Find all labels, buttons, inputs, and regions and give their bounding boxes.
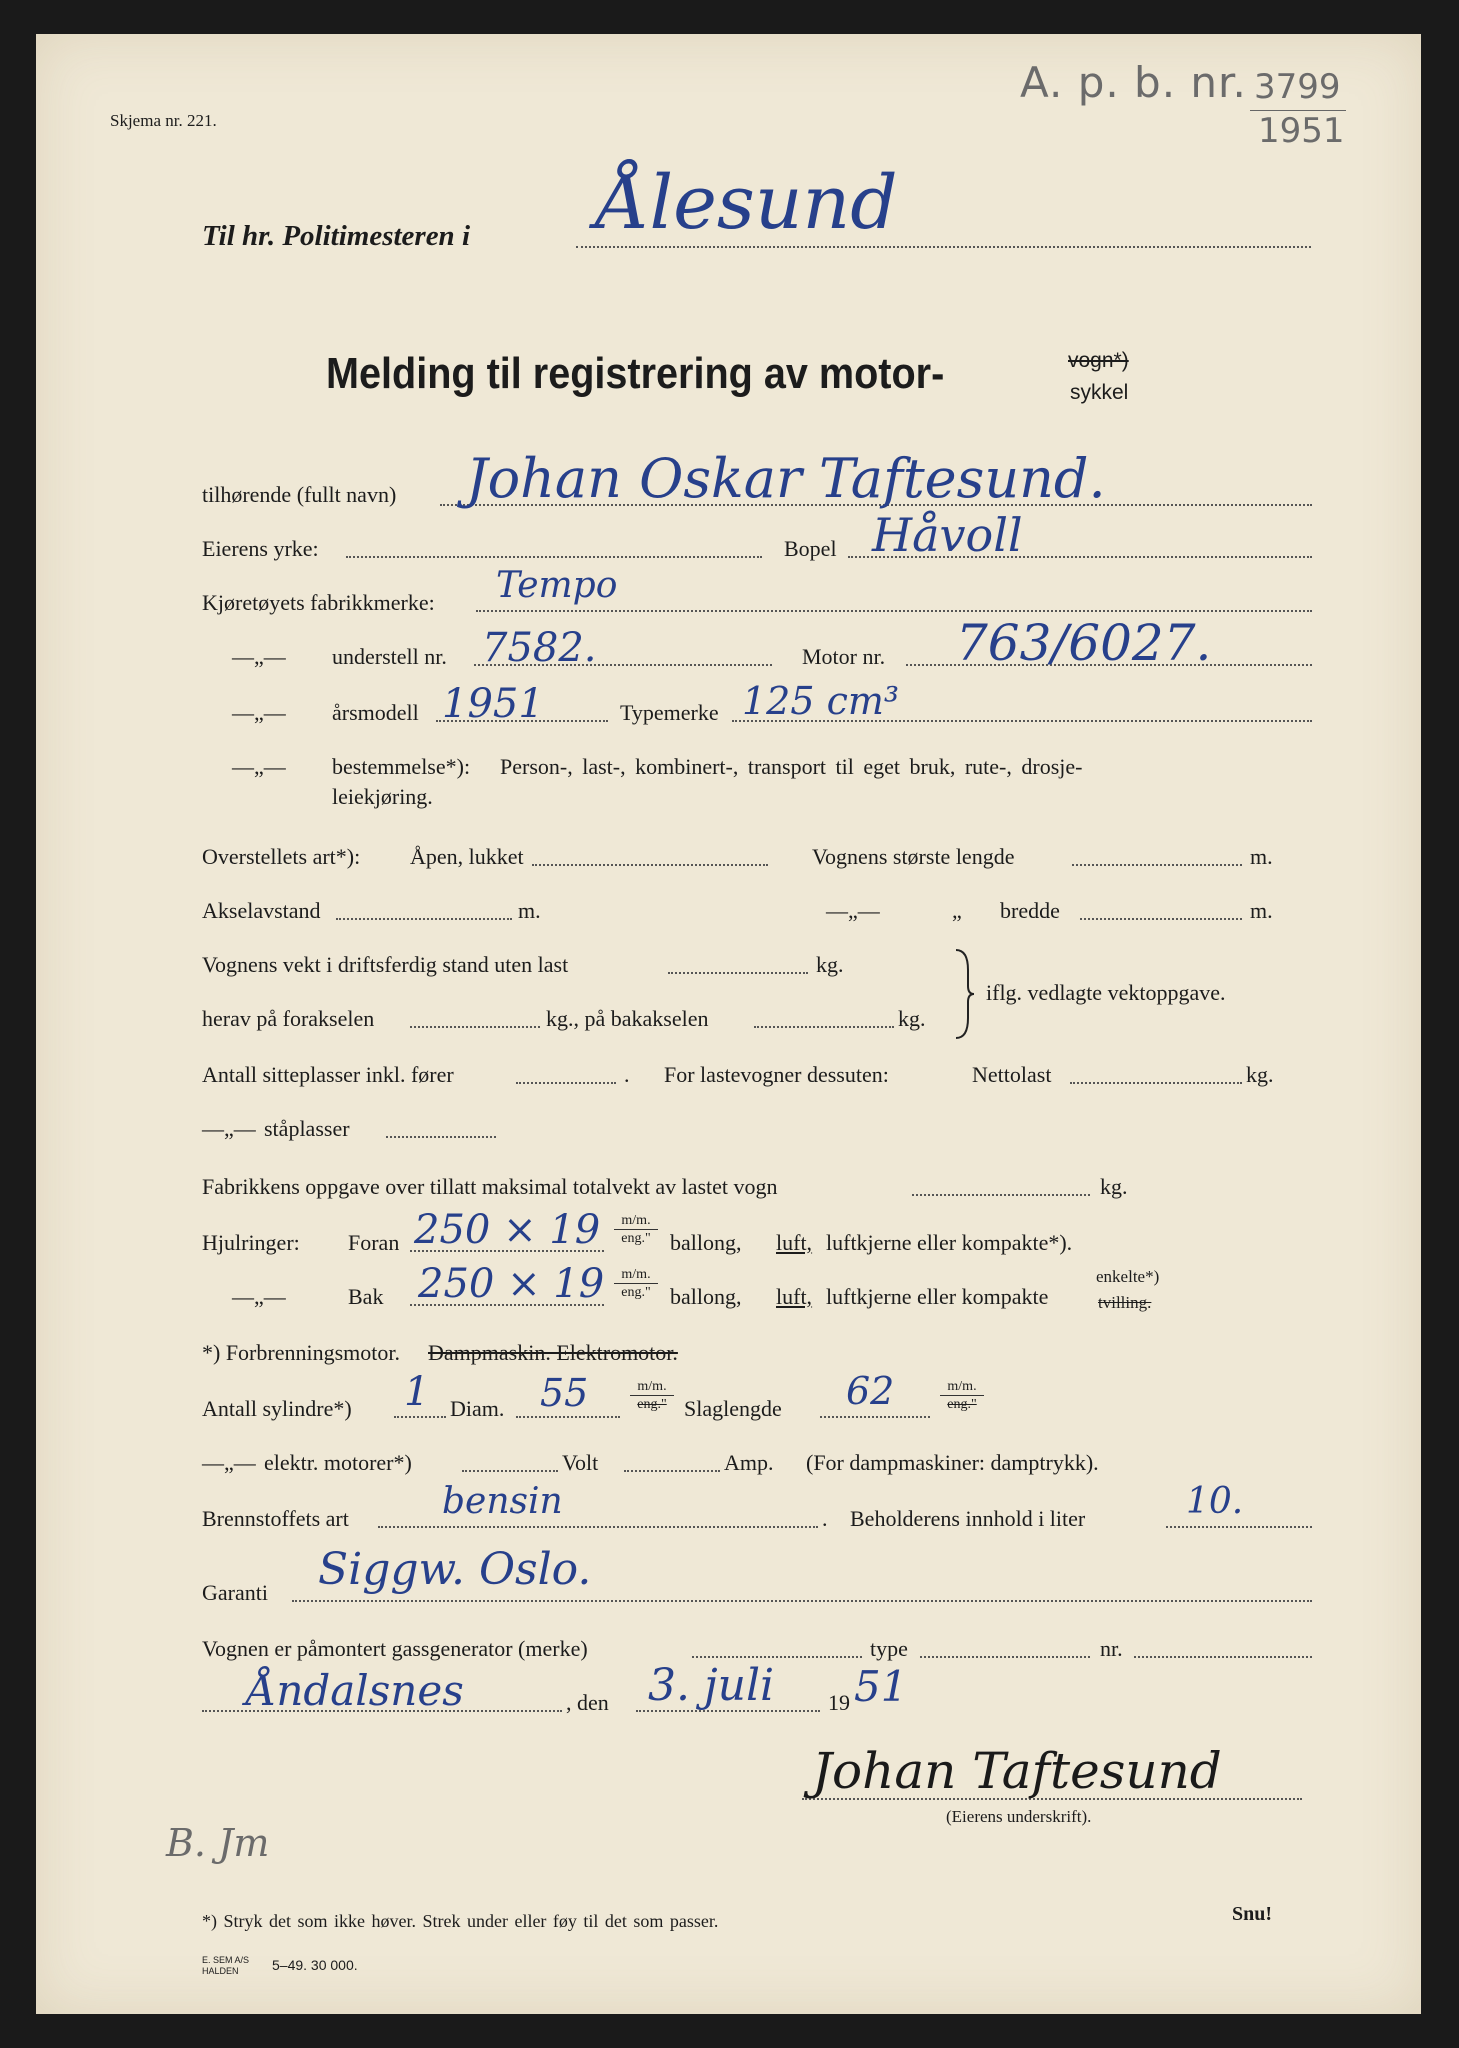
front-tire-unit: m/m. eng." [614,1214,658,1246]
body-type-options: Åpen, lukket [410,844,524,869]
stroke-unit: m/m. eng." [940,1380,984,1412]
gas-generator-line [692,1656,862,1658]
year-suffix: 51 [854,1662,908,1711]
rear-axle-unit: kg. [898,1006,926,1031]
ditto-chassis: —„— [232,644,286,669]
max-weight-unit: kg. [1100,1174,1128,1199]
rear-tire-luft: luft, [776,1284,813,1309]
make: Tempo [496,565,618,606]
year-model-label: årsmodell [332,700,419,725]
engine-type-struck: Dampmaskin. Elektromotor. [428,1340,678,1365]
occupation-line [346,556,762,558]
steam-note: (For dampmaskiner: damptrykk). [806,1450,1099,1475]
owner-signature: Johan Taftesund [812,1742,1222,1800]
width-unit: m. [1250,898,1273,923]
footnote: *) Stryk det som ikke høver. Strek under eller føy til det som passer. [202,1911,719,1931]
width-line [1080,918,1242,920]
rear-tire-options: luftkjerne eller kompakte [826,1284,1049,1309]
body-type-label: Overstellets art*): [202,844,361,869]
print-run: 5–49. 30 000. [272,1957,358,1973]
rear-tire-ballong: ballong, [670,1284,742,1309]
printer-city: HALDEN [202,1966,239,1976]
rear-axle-label: kg., på bakakselen [546,1006,709,1031]
max-weight-line [912,1194,1090,1196]
chassis-label: understell nr. [332,644,447,669]
fuel-line [378,1526,818,1528]
volt-label: Volt [562,1450,599,1475]
tank-line [1166,1526,1312,1528]
front-axle-label: herav på forakselen [202,1006,375,1031]
purpose-options-1: Person-, last-, kombinert-, transport til eget bruk, rute-, drosje- [500,754,1083,779]
cargo-label: For lastevogner dessuten: [664,1062,889,1087]
type-mark: 125 cm³ [742,679,900,723]
gas-nr-line [1134,1656,1312,1658]
diam-unit: m/m. eng." [630,1380,674,1412]
turn-over: Snu! [1232,1903,1273,1925]
stroke-line [820,1416,930,1418]
volt-line [624,1470,720,1472]
apb-year: 1951 [1258,111,1345,151]
signature-caption: (Eierens underskrift). [946,1807,1092,1826]
cylinders-label: Antall sylindre*) [202,1396,352,1421]
front-axle-line [410,1026,540,1028]
form-title: Melding til registrering av motor- [326,349,945,398]
date-den: , den [566,1690,609,1715]
ditto-width: —„— [826,898,880,923]
make-label: Kjøretøyets fabrikkmerke: [202,590,435,615]
tire-enkelte: enkelte*) [1096,1267,1160,1286]
rear-tire-label: Bak [348,1284,384,1309]
tank: 10. [1186,1481,1244,1522]
form-sheet [36,34,1421,2014]
seats-dot: . [624,1062,630,1087]
ditto-rear-tire: —„— [232,1284,286,1309]
electric-line [462,1470,558,1472]
weight-note: iflg. vedlagte vektoppgave. [986,980,1226,1005]
engine-type-label: *) Forbrenningsmotor. [202,1340,400,1365]
net-load-line [1070,1082,1242,1084]
body-type-line [532,864,768,866]
apb-number: 3799 [1254,67,1341,107]
occupation-label: Eierens yrke: [202,536,319,561]
motor-number: 763/6027. [956,614,1212,672]
diam-label: Diam. [450,1396,505,1421]
title-sykkel: sykkel [1070,381,1129,404]
residence-label: Bopel [784,536,837,561]
owner-label: tilhørende (fullt navn) [202,482,397,507]
tire-tvilling: tvilling. [1098,1293,1152,1312]
rear-tire: 250 × 19 [418,1261,605,1307]
front-tire-options: luftkjerne eller kompakte*). [826,1230,1073,1255]
gas-type-label: type [870,1636,908,1661]
weight-brace [952,946,976,1042]
max-weight-label: Fabrikkens oppgave over tillatt maksimal totalvekt av lastet vogn [202,1174,778,1199]
date: 3. juli [648,1660,775,1711]
stroke-label: Slaglengde [684,1396,782,1421]
front-tire-label: Foran [348,1230,400,1255]
fuel-dot: . [822,1506,828,1531]
stroke: 62 [846,1369,895,1413]
ditto-year: —„— [232,700,286,725]
place: Åndalsnes [246,1666,464,1715]
weight-unit: kg. [816,952,844,977]
cylinders: 1 [404,1369,430,1415]
guarantee-line [292,1600,1312,1602]
rear-tire-unit: m/m. eng." [614,1268,658,1300]
printer-name: E. SEM A/S [202,1955,250,1965]
make-line [476,610,1312,612]
police-district: Ålesund [596,160,898,246]
front-tire-ballong: ballong, [670,1230,742,1255]
gas-nr-label: nr. [1100,1636,1123,1661]
weight-line [668,972,808,974]
guarantee: Siggw. Oslo. [318,1544,592,1595]
purpose-label: bestemmelse*): [332,754,471,779]
police-district-line [576,246,1311,248]
ditto-width-mark: „ [952,898,962,923]
length-label: Vognens største lengde [812,844,1015,869]
tank-label: Beholderens innhold i liter [850,1506,1086,1531]
gas-generator-label: Vognen er påmontert gassgenerator (merke) [202,1636,588,1661]
schema-number: Skjema nr. 221. [110,111,217,130]
wheels-label: Hjulringer: [202,1230,300,1255]
to-police-label: Til hr. Politimesteren i [202,220,470,252]
cylinders-line [394,1416,446,1418]
purpose-options-2: leiekjøring. [332,784,433,809]
diam: 55 [540,1371,589,1415]
ditto-electric: —„— [202,1450,256,1475]
type-mark-label: Typemerke [620,700,719,725]
margin-note: B. Jm [166,1821,270,1865]
fuel-label: Brennstoffets art [202,1506,349,1531]
apb-label: A. p. b. nr. [1020,58,1247,107]
width-label: bredde [1000,898,1060,923]
ditto-purpose: —„— [232,754,286,779]
title-vogn: vogn*) [1068,349,1129,372]
ditto-standing: —„— [202,1116,256,1141]
owner-name: Johan Oskar Taftesund. [466,447,1106,510]
guarantee-label: Garanti [202,1580,268,1605]
axle-distance-line [336,918,512,920]
fuel: bensin [442,1481,563,1522]
front-tire: 250 × 19 [414,1207,601,1253]
axle-distance-unit: m. [518,898,541,923]
gas-type-line [920,1656,1090,1658]
diam-line [516,1416,620,1418]
net-load-unit: kg. [1246,1062,1274,1087]
seats-label: Antall sitteplasser inkl. fører [202,1062,454,1087]
motor-label: Motor nr. [802,644,886,669]
year-model: 1951 [442,681,544,727]
net-load-label: Nettolast [972,1062,1052,1087]
amp-label: Amp. [724,1450,774,1475]
residence: Håvoll [872,508,1023,562]
year-prefix: 19 [828,1690,850,1715]
front-tire-luft: luft, [776,1230,813,1255]
standing-label: ståplasser [264,1116,350,1141]
length-line [1072,864,1242,866]
weight-label: Vognens vekt i driftsferdig stand uten last [202,952,569,977]
chassis-number: 7582. [482,625,597,671]
electric-motors-label: elektr. motorer*) [264,1450,412,1475]
seats-line [516,1082,616,1084]
rear-axle-line [754,1026,894,1028]
axle-distance-label: Akselavstand [202,898,321,923]
length-unit: m. [1250,844,1273,869]
standing-line [386,1136,496,1138]
